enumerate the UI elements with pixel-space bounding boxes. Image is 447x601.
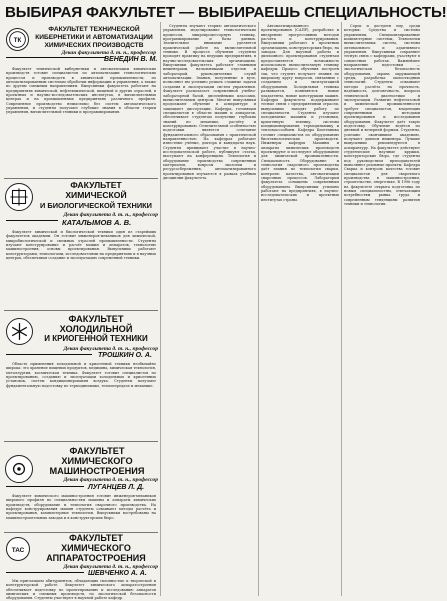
faculty-title-line: АППАРАТОСТРОЕНИЯ — [46, 552, 146, 563]
emblem-icon — [6, 537, 30, 561]
faculty-title-line: КИБЕРНЕТИКИ И АВТОМАТИЗАЦИИ — [35, 33, 153, 41]
faculty-title-line: ХИМИЧЕСКИХ ПРОИЗВОДСТВ — [44, 41, 144, 49]
faculty-body: Факультет технической кибернетики и автоматизации химических производств готовит специалистов по автоматизации технологических процессов и производств в химической промышленности, по автоматизированным системам обработки информации и управления, а также по другим смежным направлениям. Выпускники факультета работают на предприятиях химической, нефтехимической, пищевой и других отраслей, в проектных и научно-исследовательских институтах, в вычислительных центрах и на промышленных предприятиях различного профиля. Современное производство немыслимо без систем автоматического управления, и студенты получают глубокие знания в области теории управления, вычислительной техники и программирования. — [6, 67, 156, 115]
faculty-title — [34, 534, 158, 563]
faculty-title-line: ХИМИЧЕСКОЙ — [65, 189, 127, 200]
faculty-title-line: ХОЛОДИЛЬНОЙ — [59, 324, 133, 335]
divider-rule — [6, 572, 84, 573]
dean-name: ШЕВЧЕНКО А. А. — [88, 570, 147, 577]
divider-rule — [6, 354, 92, 355]
dean-label: Декан факультета д. т. н., профессор — [63, 477, 158, 483]
emblem-icon — [5, 183, 33, 211]
faculty-body: Факультет химической и биологической техники один из старейших факультетов академии. Он готовит инженеров-механиков для химической, микробиологической и смежных отраслей промышленности. Студенты изучают конструирование и расчёт машин и аппаратов, технологию машиностроения, основы проектирования. Выпускники работают конструкторами, технологами, исследователями на предприятиях и в научных центрах, обеспечивая создание и эксплуатацию современной техники. — [6, 230, 156, 261]
section-divider — [4, 310, 158, 311]
dean-label: Декан факультета д. т. н., профессор — [63, 564, 158, 570]
faculty-title-line: И БИОЛОГИЧЕСКОЙ ТЕХНИКИ — [40, 200, 152, 210]
column-divider — [258, 22, 259, 596]
page-headline: ВЫБИРАЯ ФАКУЛЬТЕТ — ВЫБИРАЕШЬ СПЕЦИАЛЬНОСТЬ! — [5, 4, 447, 21]
dean-label: Декан факультета д. т. н., профессор — [61, 50, 156, 56]
dean-name: КАТАЛЫМОВ А. В. — [62, 218, 132, 227]
dean-name: ТРОШКИН О. А. — [98, 352, 152, 359]
svg-text:ТК: ТК — [13, 37, 22, 45]
article-column-3: Сорок и доступен ему, среди которых: Средства и системы управления, Специализированные компьютерные системы, Технологии вычислительных систем, системы оптимального и адаптивного управления. Выпускники сохраняют тесную связь с кафедрами, участвуют в совместных работах. Важнейшее направление подготовки — экологическая безопасность оборудования, охрана окружающей среды, разработка малоотходных технологий. Студенты осваивают методы расчёта на прочность, надёжность, долговечность, вопросы технической диагностики и эксплуатации. Развитие нефтегазовой и химической промышленности требует специалистов, владеющих современными методами проектирования и исследования оборудования. Факультет даёт такую подготовку. Обучение ведётся по дневной и вечерней формам. Студенты, успешно окончившие академию, получают диплом инженера. Лучшие выпускники рекомендуются в аспирантуру. На факультете действуют студенческие научные кружки, конструкторские бюро, где студенты под руководством преподавателей выполняют реальные проекты. Кафедра Сварка и контроль качества готовит специалистов для сварочного производства в машиностроении, строительстве, энергетике. В 1996 году на факультете открыта подготовка по новым специальностям, отвечающим потребностям рынка труда и современным тенденциям развития техники и технологии. — [344, 24, 420, 207]
faculty-title-line: И КРИОГЕННОЙ ТЕХНИКИ — [44, 334, 148, 344]
faculty-title-line: ХИМИЧЕСКОГО — [61, 456, 133, 467]
article-column-1: Студенты изучают теорию автоматического управления, моделирование технологических процессов, микропроцессорную технику, программирование и базы данных. Значительное внимание уделяется практической работе на вычислительной технике. В процессе обучения студенты проходят практику на ведущих предприятиях, в научно-исследовательских организациях. Выпускники факультета работают главными инженерами, начальниками отделов и лабораторий, руководителями служб автоматизации. Знания, полученные в вузе, позволяют им успешно решать сложные задачи создания и эксплуатации систем управления. Факультет располагает современной учебно-лабораторной базой, дисплейными классами, вычислительным центром. Многие выпускники продолжают обучение в аспирантуре и защищают диссертации. Кафедра, готовящая специалистов в области машин и аппаратов, обеспечивает студентам получение глубоких знаний по механике, расчёту и конструированию. Отличительной особенностью подготовки является сочетание фундаментального образования с практической направленностью. На кафедрах работают известные учёные, доктора и кандидаты наук. Студенты принимают участие в научно-исследовательской работе, публикуют статьи, выступают на конференциях. Технология и оборудование производства современных материалов, вопросы экологии и ресурсосбережения, автоматизированного проектирования изучаются в рамках учебных дисциплин факультета. — [163, 24, 256, 181]
faculty-body: Область применения холодильной и криогенной техники необычайно широка: это хранение пищевых продуктов, медицина, химическая технология, металлургия, космическая техника. Факультет готовит специалистов по проектированию, созданию и эксплуатации холодильных и криогенных установок, систем кондиционирования воздуха. Студенты получают фундаментальную подготовку по термодинамике, теплопередаче и механике. — [6, 362, 156, 388]
dean-name: ВЕНЕДИН В. М. — [104, 56, 158, 63]
divider-rule — [6, 57, 106, 58]
emblem-icon — [6, 318, 33, 345]
faculty-title — [34, 181, 158, 210]
divider-rule — [6, 486, 84, 487]
article-column-2: Автоматизированного проектирования (САПР), разработке и внедрению прогрессивных методов расчёта и конструирования. Выпускники работают в проектных организациях, конструкторских бюро, на заводах. Для научной работы и дипломного проектирования студентам предоставляется возможность использовать вычислительную технику кафедры. Процесс обучения построен так, что студент получает знания по широкому кругу вопросов, связанных с созданием и эксплуатацией оборудования. Холодильная техника развивается, появляются новые хладагенты, новые конструкции машин. Кафедры факультета поддерживают тесные связи с предприятиями отрасли, выпускники находят работу по специальности. Студенты изучают холодильные машины и установки, криогенную технику, системы кондиционирования, термодинамику и тепломассообмен. Кафедра Биотехника готовит специалистов по оборудованию биотехнологических производств. Инженеры кафедры Машины и аппараты химических производств проектируют и исследуют оборудование для химической промышленности. Специальность Оборудование и технология сварочного производства даёт знания по технологии сварки, контролю качества, автоматизации сварочных процессов. Лаборатории факультета оснащены современным оборудованием. Выпускники успешно работают на предприятиях, в научно-исследовательских и проектных институтах страны. — [261, 24, 339, 202]
section-divider — [4, 441, 158, 442]
section-divider — [4, 178, 158, 179]
emblem-icon — [5, 455, 33, 483]
dean-label: Декан факультета д. т. н., профессор — [63, 212, 158, 218]
faculty-body: Факультет химического машиностроения готовит инженеров-механиков широкого профиля по специальностям машины и аппараты химических производств, оборудование и технология сварочного производства. На кафедре конструирования машин студенты осваивают методы расчёта и проектирования, компьютерные технологии. Выпускники востребованы на машиностроительных заводах и в конструкторских бюро. — [6, 494, 156, 520]
faculty-title-line: ФАКУЛЬТЕТ — [69, 533, 123, 543]
divider-rule — [6, 220, 58, 221]
faculty-title-line: ФАКУЛЬТЕТ — [70, 180, 122, 190]
svg-text:ТАС: ТАС — [11, 546, 25, 554]
faculty-title — [36, 446, 158, 477]
faculty-title — [32, 26, 156, 49]
faculty-title — [34, 314, 158, 345]
faculty-title-line: ФАКУЛЬТЕТ — [68, 314, 124, 324]
emblem-icon — [6, 28, 29, 51]
column-divider — [160, 22, 161, 596]
faculty-title-line: ФАКУЛЬТЕТ ТЕХНИЧЕСКОЙ — [48, 26, 140, 33]
column-divider — [341, 22, 342, 596]
faculty-body: Мы приглашаем абитуриентов, обладающих склонностью к творческой и конструкторской работе. Факультет химического аппаратостроения обеспечивает подготовку по проектированию и исследованию аппаратов химических и смежных производств, по экологической безопасности оборудования. Студенты участвуют в научной работе кафедр. — [6, 579, 156, 601]
faculty-title-line: ХИМИЧЕСКОГО — [61, 542, 131, 553]
faculty-title-line: МАШИНОСТРОЕНИЯ — [49, 466, 145, 477]
faculty-title-line: ФАКУЛЬТЕТ — [69, 446, 125, 456]
dean-label: Декан факультета д. т. н., профессор — [63, 346, 158, 352]
dean-name: ЛУГАНЦЕВ Л. Д. — [88, 484, 145, 491]
